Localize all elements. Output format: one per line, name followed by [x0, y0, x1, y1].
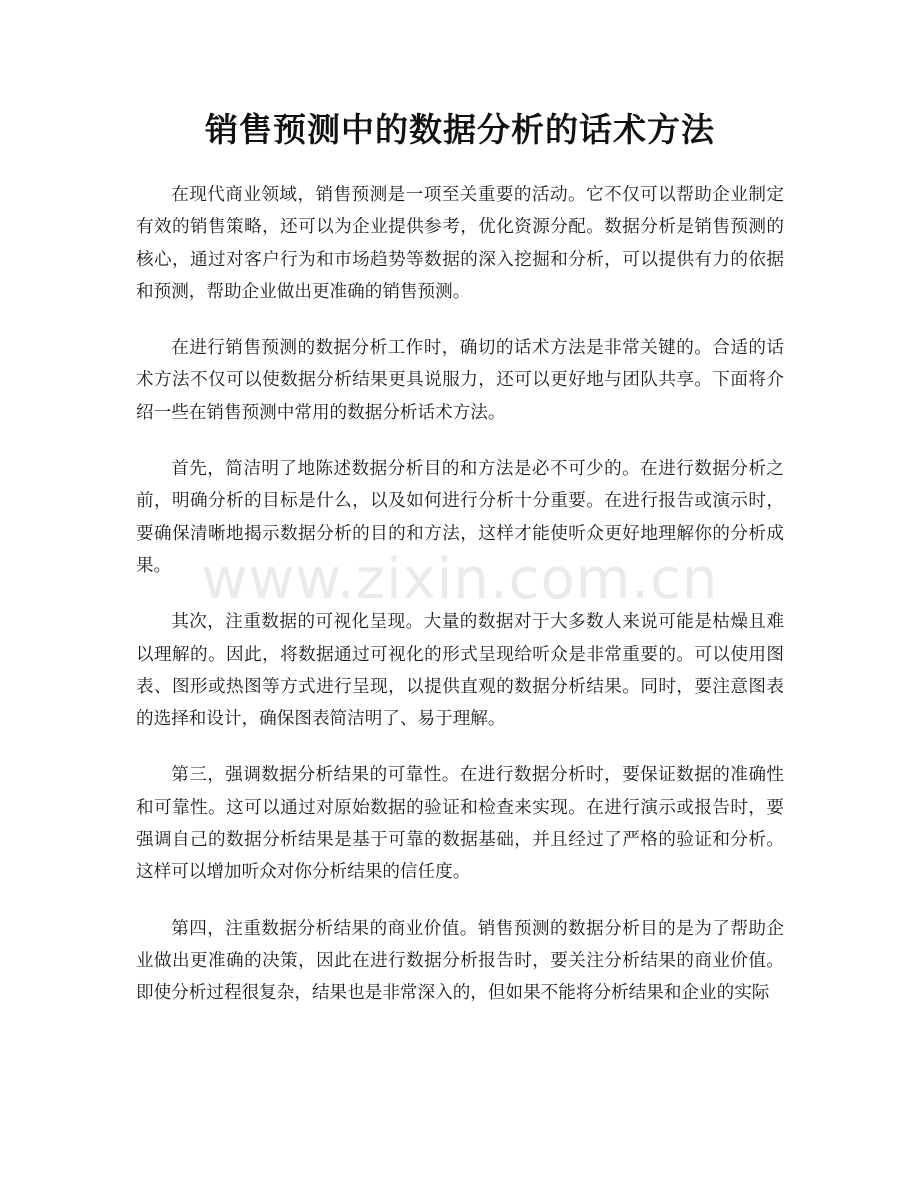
watermark: www.zixin.com.cn	[201, 547, 719, 612]
paragraph-5: 第三，强调数据分析结果的可靠性。在进行数据分析时，要保证数据的准确性和可靠性。这可以通过对原始数据的验证和检查来实现。在进行演示或报告时，要强调自己的数据分析结果是基于可靠的数据基础，并且经过了严格的验证和分析。这样可以增加听众对你分析结果的信任度。	[136, 765, 784, 883]
paragraph-3: 首先，简洁明了地陈述数据分析目的和方法是必不可少的。在进行数据分析之前，明确分析的目标是什么，以及如何进行分析十分重要。在进行报告或演示时，要确保清晰地揭示数据分析的目的和方法，这样才能使听众更好地理解你的分析成果。	[136, 459, 784, 576]
paragraph-6: 第四，注重数据分析结果的商业价值。销售预测的数据分析目的是为了帮助企业做出更准确的决策，因此在进行数据分析报告时，要关注分析结果的商业价值。即使分析过程很复杂，结果也是非常深入的，但如果不能将分析结果和企业的实际	[136, 918, 784, 1004]
paragraph-4: 其次，注重数据的可视化呈现。大量的数据对于大多数人来说可能是枯燥且难以理解的。因此，将数据通过可视化的形式呈现给听众是非常重要的。可以使用图表、图形或热图等方式进行呈现，以提供直观的数据分析结果。同时，要注意图表的选择和设计，确保图表简洁明了、易于理解。	[136, 612, 784, 730]
document-body	[136, 179, 784, 1034]
paragraph-1: 在现代商业领域，销售预测是一项至关重要的活动。它不仅可以帮助企业制定有效的销售策略，还可以为企业提供参考，优化资源分配。数据分析是销售预测的核心，通过对客户行为和市场趋势等数据的深入挖掘和分析，可以提供有力的依据和预测，帮助企业做出更准确的销售预测。	[136, 185, 784, 302]
paragraph-2: 在进行销售预测的数据分析工作时，确切的话术方法是非常关键的。合适的话术方法不仅可以使数据分析结果更具说服力，还可以更好地与团队共享。下面将介绍一些在销售预测中常用的数据分析话术方法。	[136, 338, 784, 423]
document-title: 销售预测中的数据分析的话术方法	[205, 110, 715, 149]
